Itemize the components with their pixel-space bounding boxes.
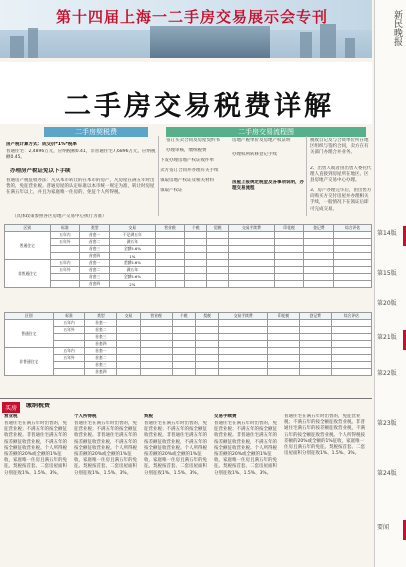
table-header-cell: 标准 bbox=[53, 313, 85, 320]
table-cell bbox=[274, 239, 304, 246]
table-cell bbox=[331, 341, 371, 348]
table-cell bbox=[304, 267, 334, 274]
tax-subheading: 办理房产税证免以下手续 bbox=[10, 168, 71, 174]
table-cell: 首套四 bbox=[85, 341, 117, 348]
table-cell bbox=[304, 253, 334, 260]
table-cell bbox=[268, 355, 300, 362]
tax-formula: 房产税计算方式：成交价*1%*税率 bbox=[6, 142, 77, 147]
table-cell bbox=[155, 253, 185, 260]
table-cell bbox=[229, 253, 275, 260]
bottom-heading-vat: 营业税 bbox=[4, 414, 18, 419]
page-link[interactable]: 第23版 bbox=[377, 420, 397, 427]
table-cell bbox=[268, 320, 300, 327]
table-cell bbox=[117, 348, 140, 355]
table-cell: 五年内 bbox=[53, 348, 85, 355]
bottom-col-1: 普通住宅在满五年时出售的，免征营业税；不满五年的按全额征收营业税。非普通住宅满五年的按差额征收营业税，不满五年的按全额征收营业税。个人所得税按差额的20%或全额的1%征收，家庭唯一住房且满五年的免征。契税按首套、二套房屋面积分别征收1%、1.5%、3%。 bbox=[4, 421, 67, 476]
building-shape bbox=[300, 32, 312, 58]
table-cell bbox=[195, 327, 218, 334]
table-header-cell: 契税 bbox=[195, 313, 218, 320]
tax-note: （具体政策参照各区房地产交易中心执行为准） bbox=[12, 214, 107, 219]
table-cell bbox=[304, 232, 334, 239]
table-cell: 首套二 bbox=[85, 327, 117, 334]
table-cell bbox=[274, 274, 304, 281]
section-divider bbox=[0, 398, 372, 399]
table-cell bbox=[219, 320, 268, 327]
table-cell bbox=[172, 355, 195, 362]
newspaper-logo: 新民晚报 bbox=[392, 10, 402, 46]
table-row bbox=[5, 281, 372, 288]
table-header-cell: 契税 bbox=[207, 225, 229, 232]
table-cell bbox=[185, 267, 207, 274]
table-cell bbox=[50, 281, 80, 288]
banner bbox=[0, 0, 372, 58]
table-cell bbox=[268, 334, 300, 341]
table-row bbox=[5, 369, 372, 376]
table-cell bbox=[274, 232, 304, 239]
table-cell bbox=[299, 348, 331, 355]
table-cell bbox=[207, 267, 229, 274]
table-cell bbox=[140, 327, 172, 334]
table-header-cell: 个税 bbox=[185, 225, 207, 232]
table-cell bbox=[274, 260, 304, 267]
table-cell bbox=[334, 281, 372, 288]
table-header-cell: 综合评估 bbox=[331, 313, 371, 320]
building-shape bbox=[320, 24, 336, 58]
bottom-col-2: 普通住宅在满五年时出售的，免征营业税；不满五年的按全额征收营业税。非普通住宅满五年的按差额征收营业税，不满五年的按全额征收营业税。个人所得税按差额的20%或全额的1%征收，家庭唯一住房且满五年的免征。契税按首套、二套房屋面积分别征收1%、1.5%、3%。 bbox=[74, 421, 137, 476]
table-cell bbox=[331, 362, 371, 369]
table-cell bbox=[207, 246, 229, 253]
bottom-heading-fee: 交易手续费 bbox=[214, 414, 237, 419]
table-cell bbox=[304, 281, 334, 288]
table-cell bbox=[268, 348, 300, 355]
table-cell bbox=[195, 355, 218, 362]
table-row bbox=[5, 253, 372, 260]
table-cell: 首套三 bbox=[85, 334, 117, 341]
table-cell bbox=[195, 348, 218, 355]
table-header-cell: 交易 bbox=[117, 313, 140, 320]
table-group-cell: 普通住宅 bbox=[5, 232, 51, 260]
table-cell bbox=[117, 362, 140, 369]
table-cell bbox=[172, 334, 195, 341]
table-cell bbox=[299, 334, 331, 341]
table-cell bbox=[334, 274, 372, 281]
table-cell: 满五年 bbox=[110, 267, 156, 274]
table-row bbox=[5, 334, 372, 341]
table-cell bbox=[117, 341, 140, 348]
table-cell: 首套一 bbox=[80, 260, 110, 267]
table-cell bbox=[185, 253, 207, 260]
table-cell bbox=[219, 355, 268, 362]
flow-step-1: 签订买卖合同及房屋契约书 bbox=[166, 138, 220, 143]
flow-step-6: 领取产权证 bbox=[160, 188, 183, 193]
building-shape bbox=[10, 36, 24, 58]
table-row bbox=[5, 246, 372, 253]
table-cell bbox=[334, 239, 372, 246]
table-header-cell: 印花税 bbox=[274, 225, 304, 232]
table-cell bbox=[172, 341, 195, 348]
table-cell bbox=[274, 267, 304, 274]
page-link[interactable]: 第20版 bbox=[377, 300, 397, 307]
table-cell: 首套四 bbox=[80, 253, 110, 260]
table-cell bbox=[331, 320, 371, 327]
bottom-heading-deed: 契税 bbox=[144, 414, 153, 419]
table-cell bbox=[219, 369, 268, 376]
table-cell bbox=[172, 369, 195, 376]
table-cell bbox=[268, 341, 300, 348]
table-cell bbox=[140, 348, 172, 355]
table-cell bbox=[50, 246, 80, 253]
table-cell bbox=[53, 341, 85, 348]
table-cell bbox=[334, 260, 372, 267]
table-cell bbox=[299, 341, 331, 348]
table-header-cell: 营业税 bbox=[155, 225, 185, 232]
table-cell bbox=[219, 362, 268, 369]
section-label: 买房 bbox=[2, 402, 20, 413]
table-cell bbox=[185, 239, 207, 246]
table-cell bbox=[172, 327, 195, 334]
table-cell bbox=[207, 239, 229, 246]
table-cell bbox=[172, 320, 195, 327]
table-cell bbox=[331, 334, 371, 341]
table-cell: 首套二 bbox=[80, 239, 110, 246]
page-link[interactable]: 要闻 bbox=[377, 524, 390, 531]
table-row bbox=[5, 348, 372, 355]
bottom-col-4: 普通住宅在满五年时出售的，免征营业税；不满五年的按全额征收营业税。非普通住宅满五年的按差额征收营业税，不满五年的按全额征收营业税。个人所得税按差额的20%或全额的1%征收，家庭唯一住房且满五年的免征。契税按首套、二套房屋面积分别征收1%、1.5%、3%。 bbox=[214, 421, 277, 476]
tax-table-1 bbox=[4, 224, 372, 288]
table-cell bbox=[117, 355, 140, 362]
table-group-cell: 普通住宅 bbox=[5, 320, 54, 348]
table-cell bbox=[195, 334, 218, 341]
table-cell bbox=[185, 232, 207, 239]
table-group-cell: 非普通住宅 bbox=[5, 260, 51, 288]
table-cell bbox=[304, 246, 334, 253]
table-cell bbox=[53, 334, 85, 341]
table-row bbox=[5, 232, 372, 239]
table-cell: 五年外 bbox=[53, 327, 85, 334]
table-cell bbox=[331, 369, 371, 376]
tax-table-2 bbox=[4, 312, 372, 376]
table-cell: 不足满五年 bbox=[110, 232, 156, 239]
table-cell bbox=[304, 260, 334, 267]
headline: 二手房交易税费详解 bbox=[64, 91, 334, 122]
table-header-cell: 交易手续费 bbox=[219, 313, 268, 320]
table-cell bbox=[195, 362, 218, 369]
column-divider bbox=[158, 136, 159, 216]
table-cell bbox=[155, 281, 185, 288]
flow-step-5: 领取房地产权证及相关材料 bbox=[160, 178, 214, 183]
table-cell bbox=[304, 239, 334, 246]
table-cell bbox=[229, 246, 275, 253]
right-text-2: 2、出售人或者由出售人委托代理人直接到房屋所在地区、区县房地产交易中心办理。 bbox=[310, 166, 372, 184]
table-cell bbox=[117, 320, 140, 327]
table-cell bbox=[185, 274, 207, 281]
table-cell bbox=[53, 369, 85, 376]
table-header-cell: 营业税 bbox=[140, 313, 172, 320]
table-cell bbox=[140, 369, 172, 376]
table-cell bbox=[155, 260, 185, 267]
table-header-cell: 交易 bbox=[110, 225, 156, 232]
table-row bbox=[5, 239, 372, 246]
bottom-col-5: 普通住宅在满五年时出售的，免征营业税；不满五年的按全额征收营业税。非普通住宅满五年的按差额征收营业税，不满五年的按全额征收营业税。个人所得税按差额的20%或全额的1%征收，家庭唯一住房且满五年的免征。契税按首套、二套房屋面积分别征收1%、1.5%、3%。 bbox=[284, 414, 365, 457]
bottom-col-3: 普通住宅在满五年时出售的，免征营业税；不满五年的按全额征收营业税。非普通住宅满五年的按差额征收营业税，不满五年的按全额征收营业税。个人所得税按差额的20%或全额的1%征收，家庭唯一住房且满五年的免征。契税按首套、二套房屋面积分别征收1%、1.5%、3%。 bbox=[144, 421, 207, 476]
table-cell bbox=[304, 274, 334, 281]
table-cell bbox=[117, 369, 140, 376]
table-cell bbox=[172, 348, 195, 355]
flow-step-2: 办理审核，缴纳税费 bbox=[166, 148, 207, 153]
table-cell bbox=[229, 281, 275, 288]
banner-photo bbox=[150, 26, 270, 58]
table-cell bbox=[140, 355, 172, 362]
page-link[interactable]: 第24版 bbox=[377, 470, 397, 477]
table-cell bbox=[331, 355, 371, 362]
tax-policy: 普通房产税征收办法：凡从本市转让的在本市的房产，凡房屋在满五年时出售的，免征营业税。普通房屋的认定标准以本市统一规定为准，转让时房屋在满五年以上，并且为家庭唯一住房的，免征个人所得税。 bbox=[6, 178, 155, 196]
table-cell bbox=[334, 253, 372, 260]
table-cell: 差额5.6% bbox=[110, 260, 156, 267]
table-cell: 首套二 bbox=[80, 267, 110, 274]
table-header-cell: 标准 bbox=[50, 225, 80, 232]
table-cell bbox=[219, 327, 268, 334]
table-cell bbox=[140, 320, 172, 327]
table-cell bbox=[50, 253, 80, 260]
column-divider bbox=[306, 136, 307, 216]
bottom-heading-pit: 个人所得税 bbox=[74, 414, 97, 419]
table-cell bbox=[334, 232, 372, 239]
table-cell: 1% bbox=[110, 253, 156, 260]
section-header-tax: 二手房契税费 bbox=[44, 127, 148, 137]
table-header-cell: 登记费 bbox=[299, 313, 331, 320]
table-cell bbox=[185, 246, 207, 253]
table-row bbox=[5, 362, 372, 369]
table-cell bbox=[155, 232, 185, 239]
table-cell bbox=[334, 246, 372, 253]
table-cell bbox=[268, 369, 300, 376]
bottom-title: 缴纳税费 bbox=[26, 403, 51, 409]
table-cell bbox=[219, 334, 268, 341]
table-cell bbox=[331, 327, 371, 334]
table-cell bbox=[299, 320, 331, 327]
table-cell: 首套四 bbox=[85, 369, 117, 376]
right-text-3: 3、房产办理完毕后，由出售方向购买方交付房屋并办理相关手续，一般情况下在领证后即可完成交易。 bbox=[310, 188, 372, 212]
table-cell: 首套一 bbox=[85, 348, 117, 355]
table-row bbox=[5, 260, 372, 267]
table-cell bbox=[185, 281, 207, 288]
table-cell bbox=[274, 253, 304, 260]
table-cell: 首套二 bbox=[85, 355, 117, 362]
table-cell bbox=[229, 274, 275, 281]
page-link[interactable]: 第22版 bbox=[377, 370, 397, 377]
table-cell bbox=[50, 274, 80, 281]
table-cell: 首套三 bbox=[80, 274, 110, 281]
table-cell bbox=[229, 267, 275, 274]
table-cell: 首套一 bbox=[80, 232, 110, 239]
table-cell bbox=[274, 281, 304, 288]
table-cell bbox=[219, 341, 268, 348]
table-header-cell: 区别 bbox=[5, 313, 54, 320]
table-cell: 五年外 bbox=[50, 267, 80, 274]
tax-example: 普通住宅：2,4896万元，应纳税额0.41，非普通住宅7,6896万元，应纳税额0.45。 bbox=[6, 149, 156, 161]
table-header-cell: 类型 bbox=[85, 313, 117, 320]
banner-title: 第十四届上海一二手房交易展示会专刊 bbox=[56, 8, 329, 26]
table-cell bbox=[268, 362, 300, 369]
table-cell bbox=[155, 246, 185, 253]
table-cell bbox=[207, 281, 229, 288]
table-cell bbox=[155, 267, 185, 274]
table-header-cell: 类型 bbox=[80, 225, 110, 232]
table-cell bbox=[53, 362, 85, 369]
table-cell bbox=[207, 260, 229, 267]
table-cell bbox=[207, 232, 229, 239]
table-cell bbox=[299, 369, 331, 376]
table-group-cell: 非普通住宅 bbox=[5, 348, 54, 376]
table-cell bbox=[219, 348, 268, 355]
table-cell bbox=[185, 260, 207, 267]
flow-right-a: 房地产税单价及房地产权证明 bbox=[232, 138, 291, 143]
building-shape bbox=[28, 28, 38, 58]
table-cell: 五年内 bbox=[50, 260, 80, 267]
table-cell bbox=[299, 355, 331, 362]
table-header-cell: 交易手续费 bbox=[229, 225, 275, 232]
table-cell: 五年外 bbox=[53, 355, 85, 362]
table-cell: 首套一 bbox=[85, 320, 117, 327]
table-cell bbox=[172, 362, 195, 369]
table-cell: 首套四 bbox=[80, 281, 110, 288]
table-cell: 五年内 bbox=[53, 320, 85, 327]
table-cell: 首套三 bbox=[85, 362, 117, 369]
section-header-flow: 二手房交易流程图 bbox=[166, 127, 366, 137]
table-cell: 2% bbox=[110, 281, 156, 288]
flow-right-b: 办理权利转移登记手续 bbox=[232, 152, 277, 157]
building-shape bbox=[345, 38, 355, 58]
table-cell: 首套三 bbox=[80, 246, 110, 253]
table-cell bbox=[195, 320, 218, 327]
table-cell bbox=[334, 267, 372, 274]
table-cell bbox=[207, 274, 229, 281]
table-row bbox=[5, 320, 372, 327]
table-cell: 五年外 bbox=[50, 239, 80, 246]
table-cell bbox=[299, 327, 331, 334]
page-link[interactable]: 第14版 bbox=[377, 230, 397, 237]
table-header-cell: 综合评估 bbox=[334, 225, 372, 232]
table-cell bbox=[155, 274, 185, 281]
table-header-cell: 个税 bbox=[172, 313, 195, 320]
table-cell bbox=[195, 369, 218, 376]
table-cell bbox=[229, 232, 275, 239]
table-header-cell: 登记费 bbox=[304, 225, 334, 232]
table-cell bbox=[117, 334, 140, 341]
table-cell bbox=[229, 260, 275, 267]
right-text-1: 税收自记及与合资单位所在地区组织与签约合同，卖方在有关部门办理合并业务。 bbox=[310, 138, 369, 156]
table-row bbox=[5, 341, 372, 348]
table-cell bbox=[207, 253, 229, 260]
table-cell bbox=[268, 327, 300, 334]
table-cell bbox=[140, 362, 172, 369]
table-cell bbox=[331, 348, 371, 355]
flow-step-3: 下发办理房地产权证收件单 bbox=[160, 158, 214, 163]
table-header-cell: 区别 bbox=[5, 225, 51, 232]
table-header-cell: 印花税 bbox=[268, 313, 300, 320]
table-cell bbox=[299, 362, 331, 369]
table-row bbox=[5, 274, 372, 281]
table-cell bbox=[117, 327, 140, 334]
table-cell: 满五年 bbox=[110, 239, 156, 246]
table-cell bbox=[195, 341, 218, 348]
table-cell: 全额5.6% bbox=[110, 246, 156, 253]
table-cell bbox=[229, 239, 275, 246]
table-cell bbox=[140, 341, 172, 348]
table-cell: 五年内 bbox=[50, 232, 80, 239]
right-strip bbox=[374, 0, 406, 567]
table-row bbox=[5, 267, 372, 274]
table-cell: 全额5.6% bbox=[110, 274, 156, 281]
table-cell bbox=[274, 246, 304, 253]
flow-step-4: 卖方签订合同并办理有关手续 bbox=[160, 168, 219, 173]
flow-notice: 房屋上报规定税金及各事项说明，办理交易流程 bbox=[232, 180, 304, 192]
table-cell bbox=[140, 334, 172, 341]
page-link[interactable]: 第21版 bbox=[377, 334, 397, 341]
table-row bbox=[5, 355, 372, 362]
table-cell bbox=[155, 239, 185, 246]
page-link[interactable]: 第15版 bbox=[377, 270, 397, 277]
table-row bbox=[5, 327, 372, 334]
